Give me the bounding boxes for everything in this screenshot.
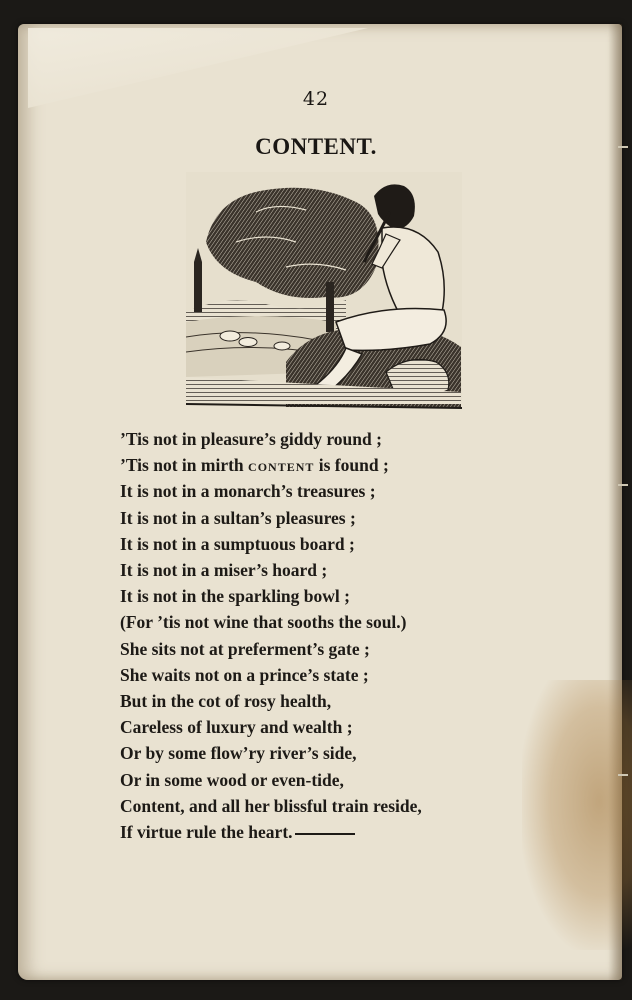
binding-stitch	[618, 484, 628, 486]
poem-line-end: is found ;	[314, 455, 389, 476]
poem-line: Or in some wood or even-tide,	[120, 769, 344, 790]
poem-line-start: ’Tis not in mirth	[120, 455, 244, 476]
poem-last-line: If virtue rule the heart.	[120, 822, 293, 843]
poem-line	[120, 452, 500, 478]
poem-line: Content, and all her blissful train reside,	[120, 795, 422, 816]
page-number: 42	[302, 88, 330, 110]
poem-line: It is not in a monarch’s treasures ;	[120, 481, 376, 502]
poem-line: (For ’tis not wine that sooths the soul.)	[120, 612, 407, 633]
poem-text	[120, 426, 500, 845]
poem-line: It is not in a miser’s hoard ;	[120, 560, 328, 581]
poem-line	[120, 819, 500, 845]
poem-line: It is not in a sultan’s pleasures ;	[120, 507, 356, 528]
smallcaps-word: content	[248, 455, 315, 476]
water-stain	[522, 680, 632, 950]
poem-line: It is not in a sumptuous board ;	[120, 533, 355, 554]
poem-line: She sits not at preferment’s gate ;	[120, 638, 370, 659]
page-title: CONTENT.	[255, 134, 377, 159]
poem-line: She waits not on a prince’s state ;	[120, 664, 369, 685]
binding-stitch	[618, 774, 628, 776]
closing-rule	[295, 833, 355, 835]
poem-line: Careless of luxury and wealth ;	[120, 717, 353, 738]
poem-line: ’Tis not in pleasure’s giddy round ;	[120, 429, 382, 449]
poem-line: But in the cot of rosy health,	[120, 691, 332, 712]
woodcut-shepherd-playing-flute-icon	[186, 172, 462, 412]
poem-line: It is not in the sparkling bowl ;	[120, 586, 350, 607]
poem-line: Or by some flow’ry river’s side,	[120, 743, 357, 764]
